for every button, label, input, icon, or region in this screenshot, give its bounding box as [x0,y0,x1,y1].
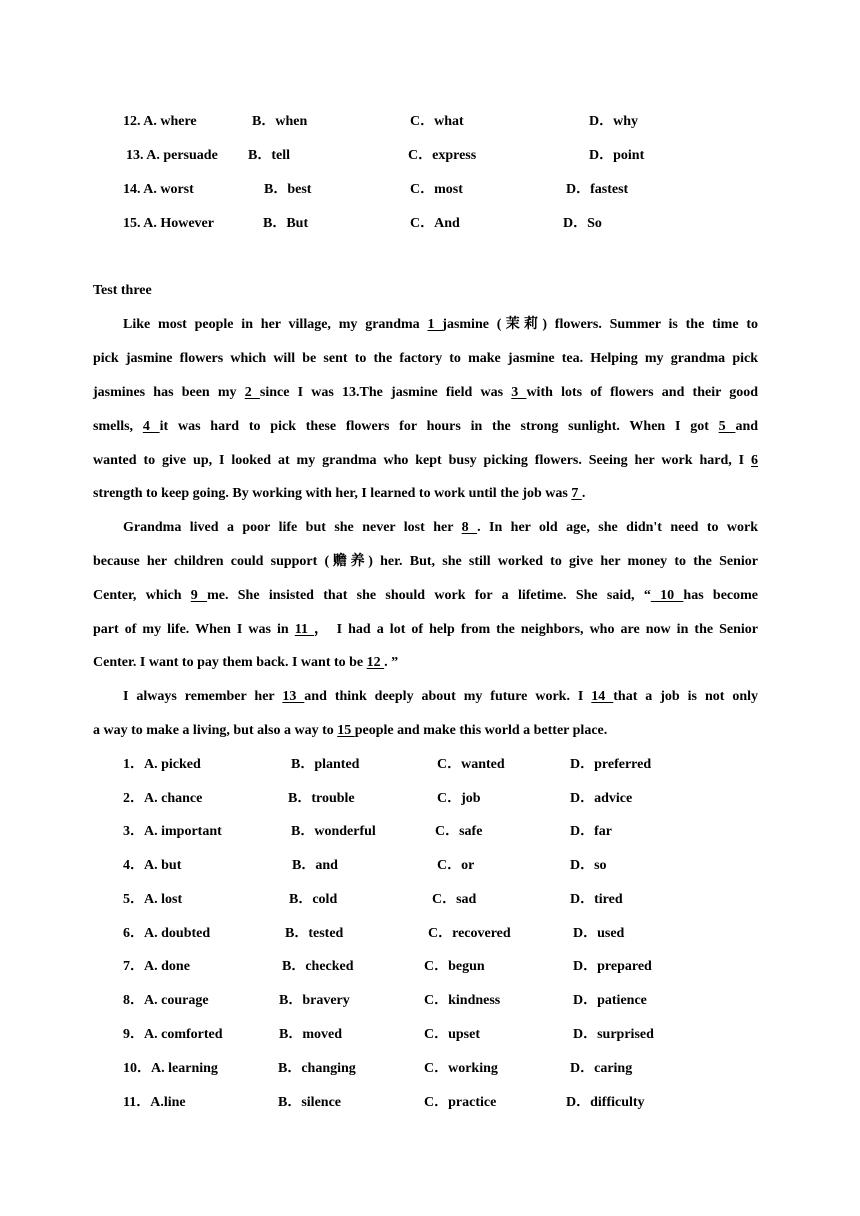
option-b[interactable]: B．checked [282,959,354,974]
option-a[interactable]: 3．A. important [123,824,222,839]
option-d[interactable]: D．surprised [573,1027,654,1042]
option-d[interactable]: D．caring [570,1061,633,1076]
option-b[interactable]: B．changing [278,1061,356,1076]
question-row-8 [0,991,860,1011]
blank-7[interactable]: 7 [571,486,582,501]
passage-line: Like most people in her village, my grandma 1 jasmine (茉莉) flowers. Summer is the time to [123,317,759,332]
blank-15[interactable]: 15 [337,723,355,738]
option-b: B．best [264,182,312,197]
question-number: 14. A. worst [123,182,194,197]
option-d: D．why [589,114,639,129]
option-a[interactable]: 2．A. chance [123,791,203,806]
passage-line: because her children could support (赡养) her. But, she still worked to give her money to the Senior [93,554,758,569]
passage-line: jasmines has been my 2 since I was 13.The jasmine field was 3 with lots of flowers and their good [93,385,759,400]
passage-line: pick jasmine flowers which will be sent to the factory to make jasmine tea. Helping my grandma pick [93,351,758,366]
passage-line: Grandma lived a poor life but she never lost her 8 . In her old age, she didn't need to work [123,520,759,535]
option-a[interactable]: 4．A. but [123,858,182,873]
blank-12[interactable]: 12 [366,655,385,670]
option-c: C．express [408,148,477,163]
question-row-13 [0,146,860,166]
passage-line: smells, 4 it was hard to pick these flowers for hours in the strong sunlight. When I got 5 and [93,419,759,434]
question-number: 12. A. where [123,114,197,129]
question-row-2 [0,789,860,809]
blank-2[interactable]: 2 [244,385,260,400]
question-number: 13. A. persuade [126,148,218,163]
blank-3[interactable]: 3 [511,385,527,400]
blank-13[interactable]: 13 [282,689,305,704]
option-c[interactable]: C．begun [424,959,485,974]
question-row-7 [0,957,860,977]
question-row-5 [0,890,860,910]
option-c[interactable]: C．wanted [437,757,505,772]
passage-line: I always remember her 13 and think deeply about my future work. I 14 that a job is not only [123,689,759,704]
option-b: B．tell [248,148,290,163]
blank-8[interactable]: 8 [461,520,478,535]
option-a[interactable]: 9．A. comforted [123,1027,223,1042]
option-a[interactable]: 8．A. courage [123,993,209,1008]
option-b[interactable]: B．tested [285,926,344,941]
option-d[interactable]: D．far [570,824,612,839]
blank-4[interactable]: 4 [142,419,160,434]
question-number: 15. A. However [123,216,214,231]
question-row-9 [0,1025,860,1045]
blank-10[interactable]: 10 [650,588,684,603]
option-b: B．But [263,216,309,231]
option-b[interactable]: B．and [292,858,338,873]
option-d: D．So [563,216,602,231]
option-a[interactable]: 11．A.line [123,1095,186,1110]
question-row-6 [0,924,860,944]
option-c[interactable]: C．or [437,858,475,873]
question-row-3 [0,822,860,842]
option-b[interactable]: B．silence [278,1095,341,1110]
option-d[interactable]: D．preferred [570,757,652,772]
blank-14[interactable]: 14 [591,689,614,704]
question-row-15 [0,214,860,234]
option-c[interactable]: C．upset [424,1027,481,1042]
option-b[interactable]: B．trouble [288,791,355,806]
question-row-1 [0,755,860,775]
question-row-4 [0,856,860,876]
option-b[interactable]: B．wonderful [291,824,376,839]
option-c[interactable]: C．recovered [428,926,511,941]
option-c: C．And [410,216,460,231]
option-c: C．most [410,182,463,197]
blank-5[interactable]: 5 [718,419,736,434]
blank-11[interactable]: 11 [294,622,315,637]
passage-line: Center. I want to pay them back. I want to be 12 . ” [93,655,399,670]
question-row-12 [0,112,860,132]
option-d: D．point [589,148,645,163]
option-c[interactable]: C．sad [432,892,477,907]
option-b: B．when [252,114,308,129]
option-c[interactable]: C．practice [424,1095,497,1110]
option-b[interactable]: B．bravery [279,993,350,1008]
option-d[interactable]: D．used [573,926,625,941]
passage-line: Center, which 9 me. She insisted that she should work for a lifetime. She said, “ 10 has become [93,588,759,603]
option-d[interactable]: D．patience [573,993,647,1008]
option-a[interactable]: 6．A. doubted [123,926,211,941]
option-a[interactable]: 10．A. learning [123,1061,218,1076]
option-d[interactable]: D．difficulty [566,1095,645,1110]
question-row-11 [0,1093,860,1113]
option-c: C．what [410,114,464,129]
option-d[interactable]: D．prepared [573,959,652,974]
option-b[interactable]: B．moved [279,1027,342,1042]
passage-line: wanted to give up, I looked at my grandma who kept busy picking flowers. Seeing her work hard, I 6 [93,453,759,468]
passage-line: part of my life. When I was in 11 ， I had a lot of help from the neighbors, who are now in the Senior [93,622,759,637]
option-d[interactable]: D．so [570,858,607,873]
question-row-14 [0,180,860,200]
option-d[interactable]: D．tired [570,892,623,907]
blank-6[interactable]: 6 [751,453,759,468]
blank-1[interactable]: 1 [427,317,443,332]
option-a[interactable]: 1．A. picked [123,757,201,772]
option-d[interactable]: D．advice [570,791,633,806]
option-b[interactable]: B．planted [291,757,360,772]
option-d: D．fastest [566,182,629,197]
option-c[interactable]: C．kindness [424,993,501,1008]
blank-9[interactable]: 9 [190,588,208,603]
option-c[interactable]: C．job [437,791,481,806]
option-b[interactable]: B．cold [289,892,338,907]
section-title: Test three [93,283,152,298]
option-a[interactable]: 5．A. lost [123,892,183,907]
passage-line: strength to keep going. By working with her, I learned to work until the job was 7 . [93,486,586,501]
option-c[interactable]: C．working [424,1061,498,1076]
question-row-10 [0,1059,860,1079]
passage-line: a way to make a living, but also a way to 15 people and make this world a better place. [93,723,608,738]
option-c[interactable]: C．safe [435,824,483,839]
option-a[interactable]: 7．A. done [123,959,190,974]
